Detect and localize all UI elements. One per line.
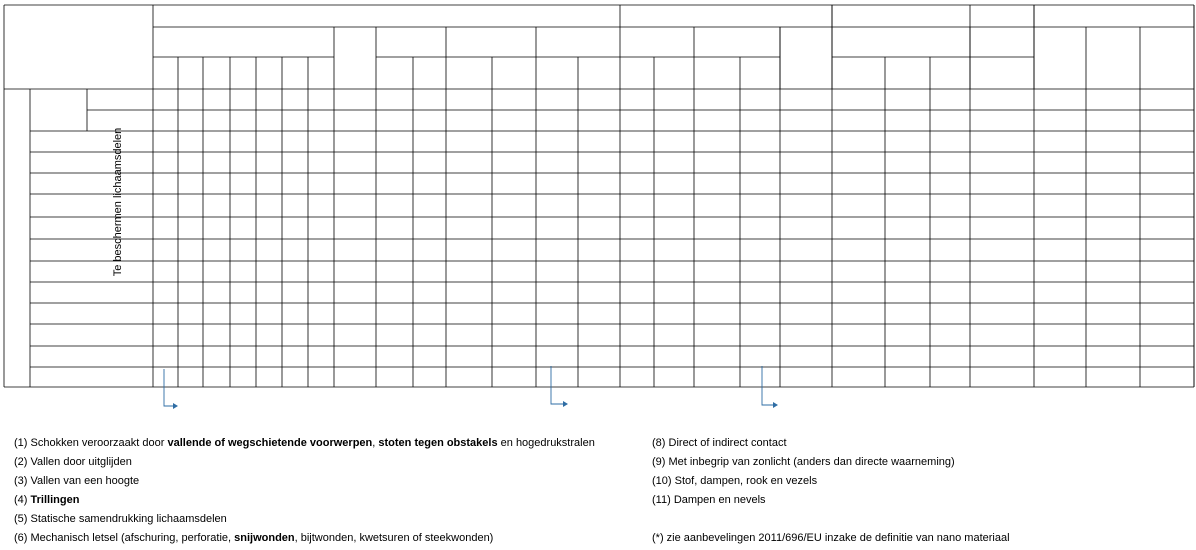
footnote-text: zie aanbevelingen 2011/696/EU inzake de definitie van nano materiaal <box>666 532 1010 544</box>
risk-mark <box>153 324 178 346</box>
risk-mark <box>376 261 413 282</box>
footnote-left <box>14 437 595 449</box>
subgroup-header-verdrinking <box>1034 27 1086 89</box>
group-header-chemisch <box>620 5 832 27</box>
group-header-fysisch <box>153 5 620 27</box>
subgroup-header-lawaai <box>334 27 376 89</box>
risk-mark <box>282 239 308 261</box>
column-header <box>377 57 412 88</box>
column-header <box>179 57 202 88</box>
footnote-number: (8) <box>652 437 666 449</box>
row-label <box>34 303 154 324</box>
risk-mark <box>740 194 780 217</box>
column-header <box>833 57 884 88</box>
risk-mark <box>654 173 694 194</box>
footnote-text: Vallen van een hoogte <box>30 475 140 487</box>
column-header <box>695 57 739 88</box>
footnote-number: (3) <box>14 475 28 487</box>
footnote-number: (4) <box>14 494 28 506</box>
footnote-number: (9) <box>652 456 666 468</box>
risk-mark <box>153 261 178 282</box>
function-title <box>4 5 153 89</box>
risk-mark <box>334 152 376 173</box>
footnote-text: Stof, dampen, rook en vezels <box>674 475 818 487</box>
column-header <box>154 57 177 88</box>
footnote-text: Schokken veroorzaakt door <box>30 437 168 449</box>
risk-mark <box>376 239 413 261</box>
risk-mark <box>740 239 780 261</box>
row-label <box>34 173 154 194</box>
risk-mark <box>780 217 832 239</box>
row-label <box>34 324 154 346</box>
risk-mark <box>740 324 780 346</box>
risk-mark <box>536 324 578 346</box>
risk-mark <box>620 261 654 282</box>
row-label <box>34 217 154 239</box>
risk-mark <box>654 261 694 282</box>
footnote-number: (*) <box>652 532 664 544</box>
risk-mark <box>230 239 256 261</box>
risk-mark <box>153 367 178 387</box>
row-label <box>34 261 154 282</box>
column-header <box>283 57 307 88</box>
footnote-right <box>652 437 787 449</box>
footnote-number: (5) <box>14 513 28 525</box>
risk-mark <box>376 367 413 387</box>
subgroup-header-zuurstof <box>1086 27 1140 89</box>
column-header <box>537 57 577 88</box>
footnote-text: Mechanisch letsel (afschuring, perforatie, <box>30 532 235 544</box>
risk-mark <box>153 303 178 324</box>
risk-mark <box>153 131 178 152</box>
footnote-text: snijwonden <box>234 532 295 544</box>
column-header <box>655 57 693 88</box>
subgroup-header-gassen <box>780 27 832 89</box>
arrow-head <box>773 402 778 408</box>
risk-mark <box>153 346 178 367</box>
subgroup-header-aerosols <box>620 27 694 57</box>
subgroup-header-bio_vloeistoffen <box>885 27 970 57</box>
risk-mark <box>654 324 694 346</box>
footnote-number: (10) <box>652 475 672 487</box>
group-header-biologisch <box>832 5 1034 27</box>
footnote-text: Dampen en nevels <box>673 494 766 506</box>
risk-mark <box>536 173 578 194</box>
column-header <box>621 57 653 88</box>
risk-mark <box>536 239 578 261</box>
footnote-number: (2) <box>14 456 28 468</box>
footnote-text: Trillingen <box>30 494 80 506</box>
footnote-left <box>14 475 139 487</box>
column-header <box>231 57 255 88</box>
subgroup-header-elektriciteit <box>446 27 536 57</box>
footnote-text: , bijtwonden, kwetsuren of steekwonden) <box>294 532 494 544</box>
footnote-text: vallende of wegschietende voorwerpen <box>167 437 373 449</box>
risk-mark <box>230 261 256 282</box>
risk-mark <box>620 239 654 261</box>
risk-mark <box>153 282 178 303</box>
column-header <box>309 57 333 88</box>
risk-mark <box>536 367 578 387</box>
risk-mark <box>536 131 578 152</box>
footnote-right <box>652 494 766 506</box>
risk-mark <box>536 194 578 217</box>
column-header <box>204 57 229 88</box>
risk-mark <box>654 239 694 261</box>
footnote-text: Statische samendrukking lichaamsdelen <box>30 513 227 525</box>
row-label <box>34 346 154 367</box>
row-label <box>34 194 154 217</box>
risk-mark <box>376 194 413 217</box>
subgroup-header-bio_aerosols <box>832 27 885 57</box>
column-header <box>447 57 491 88</box>
footnote-right <box>652 475 817 487</box>
footnote-number: (1) <box>14 437 28 449</box>
risk-mark <box>153 194 178 217</box>
footnote-text: , <box>372 437 379 449</box>
column-header <box>741 57 779 88</box>
arrow-note-3 <box>762 366 774 405</box>
footnote-left <box>14 532 493 544</box>
column-header <box>931 57 969 88</box>
risk-mark <box>654 194 694 217</box>
risk-mark <box>376 131 413 152</box>
arrow-head <box>173 403 178 409</box>
row-label <box>34 239 154 261</box>
row-label <box>34 152 154 173</box>
subgroup-header-zichtbaarheid <box>1140 27 1194 89</box>
footnote-number: (6) <box>14 532 28 544</box>
column-header <box>971 57 1033 88</box>
column-header <box>886 57 929 88</box>
risk-mark <box>153 239 178 261</box>
risk-mark <box>620 173 654 194</box>
row-label <box>34 282 154 303</box>
footnote-number: (11) <box>652 494 671 506</box>
risk-mark <box>740 173 780 194</box>
risk-mark <box>536 261 578 282</box>
footnote-text: stoten tegen obstakels <box>378 437 498 449</box>
risk-mark <box>620 217 654 239</box>
footnote-left <box>14 513 227 525</box>
footnote-text: Vallen door uitglijden <box>30 456 132 468</box>
footnote-left <box>14 494 79 506</box>
footnote-right <box>652 532 1010 544</box>
footnote-text: Direct of indirect contact <box>668 437 787 449</box>
column-header <box>257 57 281 88</box>
risk-mark <box>153 173 178 194</box>
column-header <box>579 57 619 88</box>
subgroup-header-thermische <box>376 27 446 57</box>
footnote-text: Met inbegrip van zonlicht (anders dan directe waarneming) <box>668 456 955 468</box>
risk-mark <box>620 324 654 346</box>
footnote-text: en hogedrukstralen <box>497 437 595 449</box>
column-header <box>414 57 445 88</box>
arrow-head <box>563 401 568 407</box>
risk-mark <box>620 194 654 217</box>
column-header <box>493 57 535 88</box>
subgroup-header-mechanisch <box>153 27 334 57</box>
side-label: Te beschermen lichaamsdelen <box>112 127 124 277</box>
footnote-left <box>14 456 132 468</box>
group-header-overig <box>1034 5 1194 27</box>
row-label <box>34 367 154 387</box>
risk-mark <box>282 261 308 282</box>
footnote-right <box>652 456 955 468</box>
subgroup-header-straling <box>536 27 620 57</box>
subgroup-header-vloeistoffen <box>694 27 780 57</box>
